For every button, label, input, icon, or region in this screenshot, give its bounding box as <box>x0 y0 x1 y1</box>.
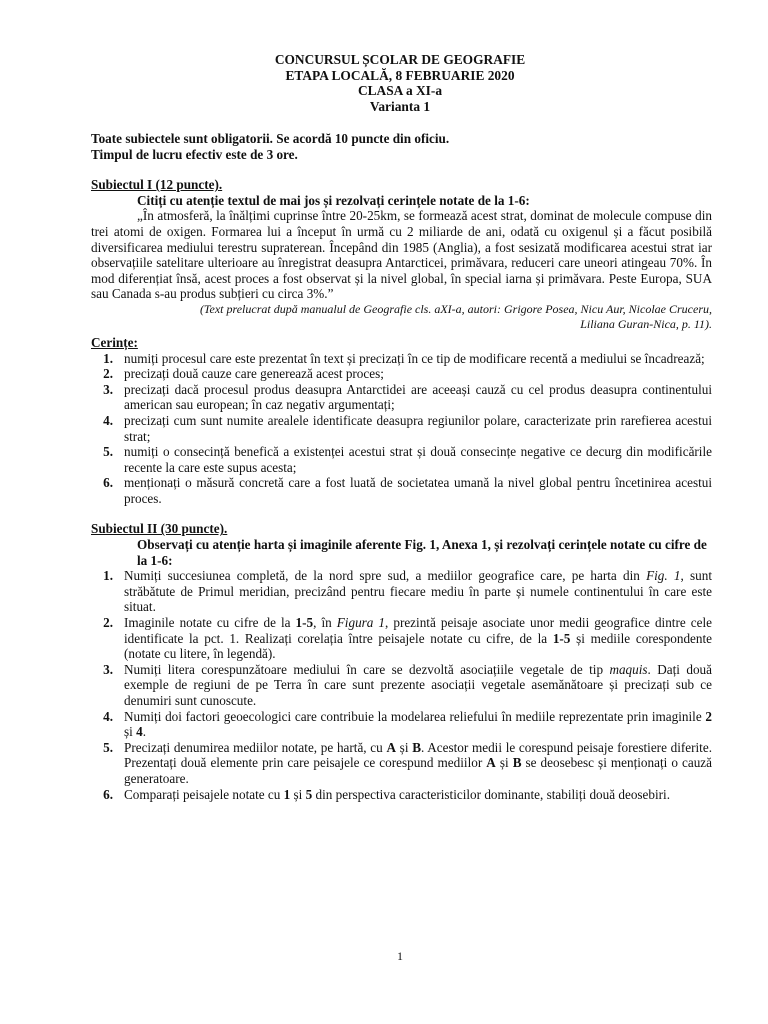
image-ref: 5 <box>305 786 313 802</box>
subject-1-requirements <box>91 351 712 507</box>
item-number: 3. <box>103 661 113 677</box>
header-title: CONCURSUL ȘCOLAR DE GEOGRAFIE <box>274 52 526 67</box>
list-item <box>91 475 712 506</box>
item-text: , în <box>313 615 337 631</box>
subject-1-instruction: Citiți cu atenție textul de mai jos și rezolvați cerințele notate de la 1-6: <box>137 192 530 208</box>
list-item <box>91 444 712 475</box>
map-letter: B <box>412 739 421 755</box>
map-letter: A <box>486 755 496 771</box>
subject-2-requirements <box>91 568 712 802</box>
list-item <box>91 615 712 662</box>
image-ref: 4 <box>136 724 143 740</box>
list-item <box>91 662 712 709</box>
item-text: și <box>495 755 513 771</box>
item-text: Comparați peisajele notate cu <box>124 786 284 802</box>
item-text: , prezintă peisaje asociate unor medii geografice dintre cele identificate la pct. 1. Realizați corelația între peisajele notate cu cifre, de la <box>124 615 712 646</box>
item-number: 5. <box>103 444 113 460</box>
header-stage: ETAPA LOCALĂ, 8 FEBRUARIE 2020 <box>285 67 515 83</box>
item-number: 6. <box>103 475 113 491</box>
item-text: și <box>395 739 413 755</box>
item-number: 5. <box>103 739 113 755</box>
item-text: menționați o măsură concretă care a fost luată de societatea umană la nivel global pentru încetinirea acestui proces. <box>124 475 712 506</box>
list-item <box>91 709 712 740</box>
list-item <box>91 740 712 787</box>
item-text: , sunt străbătute de Primul meridian, precizând pentru fiecare mediu în parte și numele continentului în care este situat. <box>124 568 712 615</box>
subject-1-title: Subiectul I (12 puncte). <box>91 177 223 193</box>
item-text: numiți procesul care este prezentat în text și precizați în ce tip de modificare recentă a mediului se încadrează; <box>124 350 705 366</box>
header-variant: Varianta 1 <box>369 98 431 114</box>
image-range: 1-5 <box>552 630 571 646</box>
page-number: 1 <box>397 949 403 963</box>
item-text: precizați două cauze care generează acest proces; <box>124 366 384 382</box>
item-text: precizați cum sunt numite arealele identificate deasupra regiunilor polare, caracterizate prin rarefierea acestui strat; <box>124 412 712 444</box>
item-number: 4. <box>103 708 113 724</box>
quote-source-line-2: Liliana Guran-Nica, p. 11). <box>580 316 712 331</box>
figure-ref: Fig. 1 <box>646 568 681 584</box>
item-number: 4. <box>103 412 113 428</box>
list-item <box>91 413 712 444</box>
item-text: . Acestor medii le corespund peisaje forestiere diferite. Prezentați două elemente prin care peisajele ce corespund mediilor <box>124 739 712 771</box>
item-number: 1. <box>103 350 113 366</box>
item-text: numiți o consecință benefică a existenței acestui strat și două consecințe negative ce decurg din modificările recente la care este supus acesta; <box>124 444 712 475</box>
intro-mandatory: Toate subiectele sunt obligatorii. Se acordă 10 puncte din oficiu. <box>91 131 450 146</box>
subject-1-quote: „În atmosferă, la înălțimi cuprinse între 20-25km, se formează acest strat, dominat de molecule compuse din trei atomi de oxigen. Formarea lui a început în urmă cu 2 miliarde de ani, odată cu oxigenul și a făcut posibilă diversificarea mediului terestru supraterean. Începând din 1985 (Anglia), a fost sesizată modificarea acestui strat iar observațiile satelitare ulterioare au înregistrat deasupra Antarcticei, primăvara, reduceri care uneori atingeau 70%. În mod diferențiat însă, acest proces a fost observat și la nivel global, în special iarna și primăvara. Peste Europa, SUA sau Canada s-au produs subțieri cu circa 3%.” <box>91 208 712 302</box>
intro-time: Timpul de lucru efectiv este de 3 ore. <box>91 146 298 162</box>
item-text: Numiți litera corespunzătoare mediului în care se dezvoltă asociațiile vegetale de tip <box>124 661 610 677</box>
list-item <box>91 351 712 367</box>
item-text: . <box>142 724 146 740</box>
item-text: Imaginile notate cu cifre de la <box>124 615 296 631</box>
image-ref: 2 <box>705 708 712 724</box>
header-class: CLASA a XI-a <box>357 83 443 98</box>
term-maquis: maquis <box>609 661 648 677</box>
requirements-title: Cerințe: <box>91 334 138 350</box>
figure-ref: Figura 1 <box>336 615 386 631</box>
item-text: precizați dacă procesul produs deasupra Antarctidei are aceeași cauză cu cel produs deasupra continentului american sau european; în caz negativ argumentați; <box>124 381 712 413</box>
item-text: și mediile corespondente (notate cu litere, în legendă). <box>124 630 713 662</box>
map-letter: A <box>386 739 396 755</box>
item-text: . Dați două exemple de regiuni de pe Terra în care sunt prezente asociații vegetale asemănătoare și precizați sub ce denumiri sunt cunoscute. <box>124 661 712 708</box>
item-text: Numiți doi factori geoecologici care contribuie la modelarea reliefului în mediile reprezentate prin imaginile <box>124 708 706 724</box>
item-text: din perspectiva caracteristicilor dominante, stabiliți două deosebiri. <box>312 786 671 802</box>
list-item <box>91 366 712 382</box>
item-number: 6. <box>103 786 113 802</box>
item-text: se deosebesc și menționați o cauză generatoare. <box>124 755 712 786</box>
map-letter: B <box>512 755 522 771</box>
item-number: 2. <box>103 615 113 631</box>
subject-2-instruction: Observați cu atenție harta și imaginile aferente Fig. 1, Anexa 1, și rezolvați cerințele notate cu cifre de la 1-6: <box>137 537 707 568</box>
item-text: și <box>124 724 137 740</box>
item-number: 1. <box>103 568 113 584</box>
image-ref: 1 <box>283 786 291 802</box>
list-item <box>91 568 712 615</box>
exam-header <box>0 52 768 114</box>
list-item <box>91 382 712 413</box>
exam-content <box>91 131 712 802</box>
quote-source-line-1: (Text prelucrat după manualul de Geografie cls. aXI-a, autori: Grigore Posea, Nicu Aur, Nicolae Cruceru, <box>199 301 712 316</box>
item-text: și <box>290 786 306 802</box>
item-text: Precizați denumirea mediilor notate, pe hartă, cu <box>124 739 387 755</box>
subject-2-title: Subiectul II (30 puncte). <box>91 521 228 537</box>
item-text: Numiți succesiunea completă, de la nord spre sud, a mediilor geografice care, pe harta din <box>124 568 647 584</box>
item-number: 2. <box>103 366 113 382</box>
image-range: 1-5 <box>295 615 314 631</box>
quote-source <box>91 302 712 332</box>
item-number: 3. <box>103 381 113 397</box>
list-item <box>91 787 712 803</box>
